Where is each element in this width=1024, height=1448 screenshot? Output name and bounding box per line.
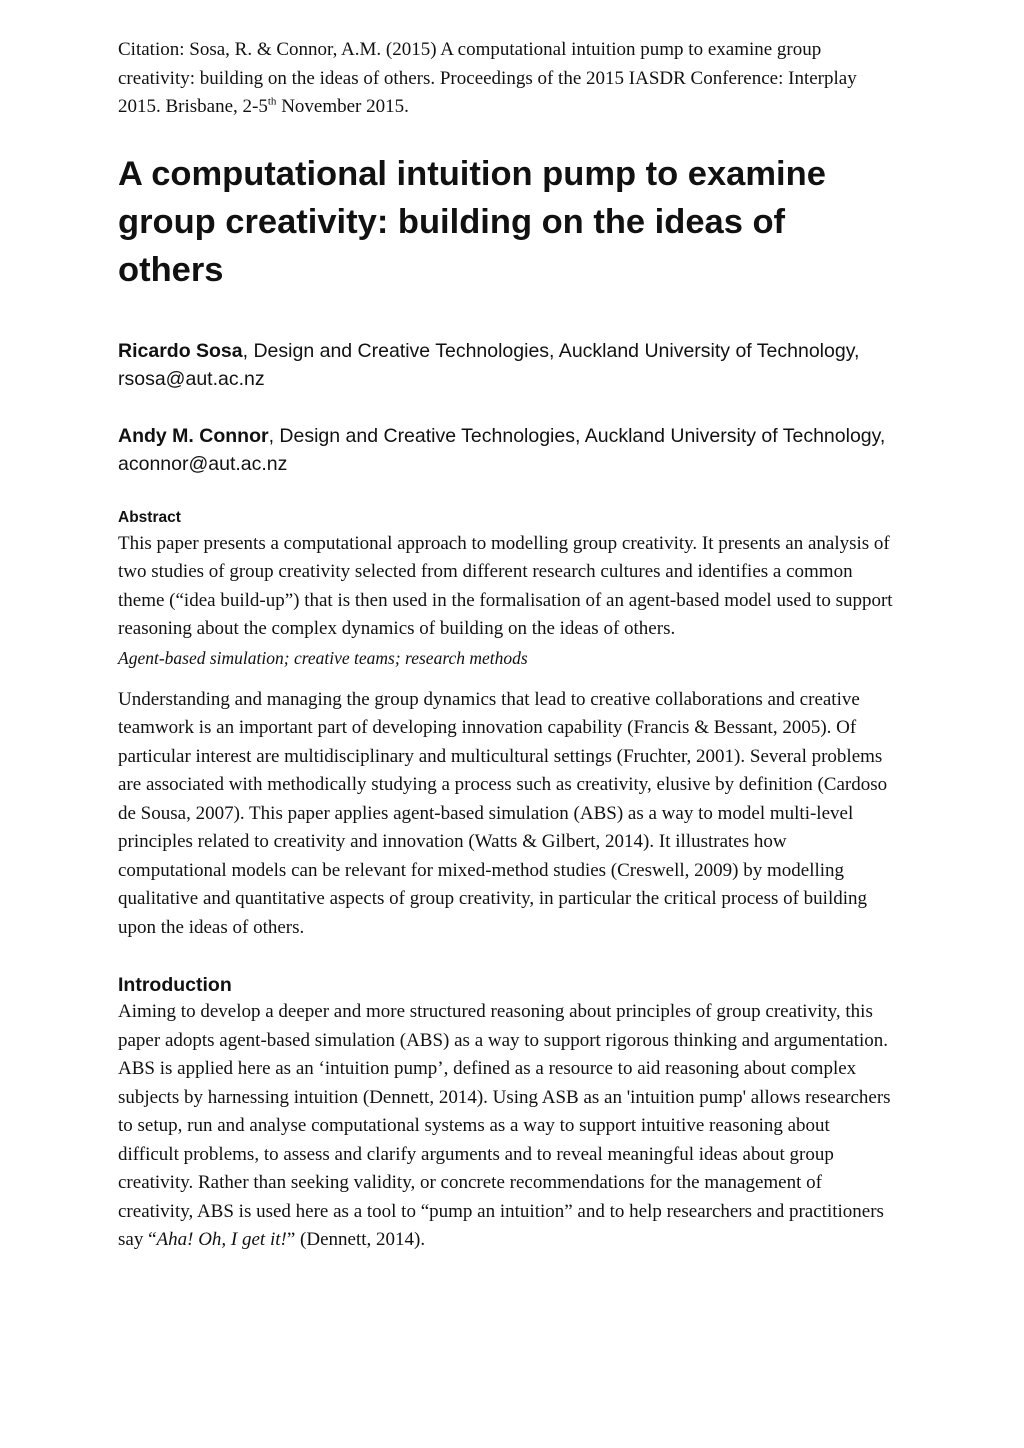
introduction-text <box>118 998 894 1255</box>
abstract-text: This paper presents a computational approach to modelling group creativity. It presents an analysis of two studies of group creativity selected from different research cultures and identifies a common theme (“idea build-up”) that is then used in the formalisation of an agent-based model used to support reasoning about the complex dynamics of building on the ideas of others. <box>118 532 893 639</box>
citation-text-end: November 2015. <box>276 96 409 117</box>
introduction-heading: Introduction <box>118 974 232 996</box>
author-name: Ricardo Sosa <box>118 339 243 362</box>
introduction-body: Aiming to develop a deeper and more structured reasoning about principles of group creativity, this paper adopts agent-based simulation (ABS) as a way to support rigorous thinking and argumentation. ABS is applied here as an ‘intuition pump’, defined as a resource to aid reasoning about complex subjects by harnessing intuition (Dennett, 2014). Using ASB as an 'intuition pump' allows researchers to setup, run and analyse computational systems as a way to support intuitive reasoning about difficult problems, to assess and clarify arguments and to reveal meaningful ideas about group creativity. Rather than seeking validity, or concrete recommendations for the management of creativity, ABS is used here as a tool to “pump an intuition” and to help researchers and practitioners say “ <box>118 1001 891 1250</box>
opening-paragraph: Understanding and managing the group dynamics that lead to creative collaborations and creative teamwork is an important part of developing innovation capability (Francis & Bessant, 2005). Of particular interest are multidisciplinary and multicultural settings (Fruchter, 2001). Several problems are associated with methodically studying a process such as creativity, elusive by definition (Cardoso de Sousa, 2007). This paper applies agent-based simulation (ABS) as a way to model multi-level principles related to creativity and innovation (Watts & Gilbert, 2014). It illustrates how computational models can be relevant for mixed-method studies (Creswell, 2009) by modelling qualitative and quantitative aspects of group creativity, in particular the critical process of building upon the ideas of others. <box>118 688 888 938</box>
author-ricardo-sosa <box>118 337 894 394</box>
paper-title: A computational intuition pump to examine group creativity: building on the ideas of others <box>118 154 826 289</box>
citation <box>118 36 894 122</box>
keywords: Agent-based simulation; creative teams; research methods <box>118 647 528 668</box>
citation-text: Citation: Sosa, R. & Connor, A.M. (2015) A computational intuition pump to examine group creativity: building on the ideas of others. Proceedings of the 2015 IASDR Conference: Interplay 2015. Brisbane, 2-5 <box>118 39 857 117</box>
paper-page <box>118 36 894 1255</box>
introduction-citation: ” (Dennett, 2014). <box>286 1229 426 1250</box>
author-name: Andy M. Connor <box>118 424 269 447</box>
author-andy-connor <box>118 422 894 479</box>
abstract-heading: Abstract <box>118 508 181 526</box>
citation-superscript: th <box>267 95 277 108</box>
author-affiliation: , Design and Creative Technologies, Auckland University of Technology, rsosa@aut.ac.nz <box>118 339 860 390</box>
author-affiliation: , Design and Creative Technologies, Auckland University of Technology, aconnor@aut.ac.nz <box>118 424 886 475</box>
introduction-quote: Aha! Oh, I get it! <box>156 1229 287 1250</box>
